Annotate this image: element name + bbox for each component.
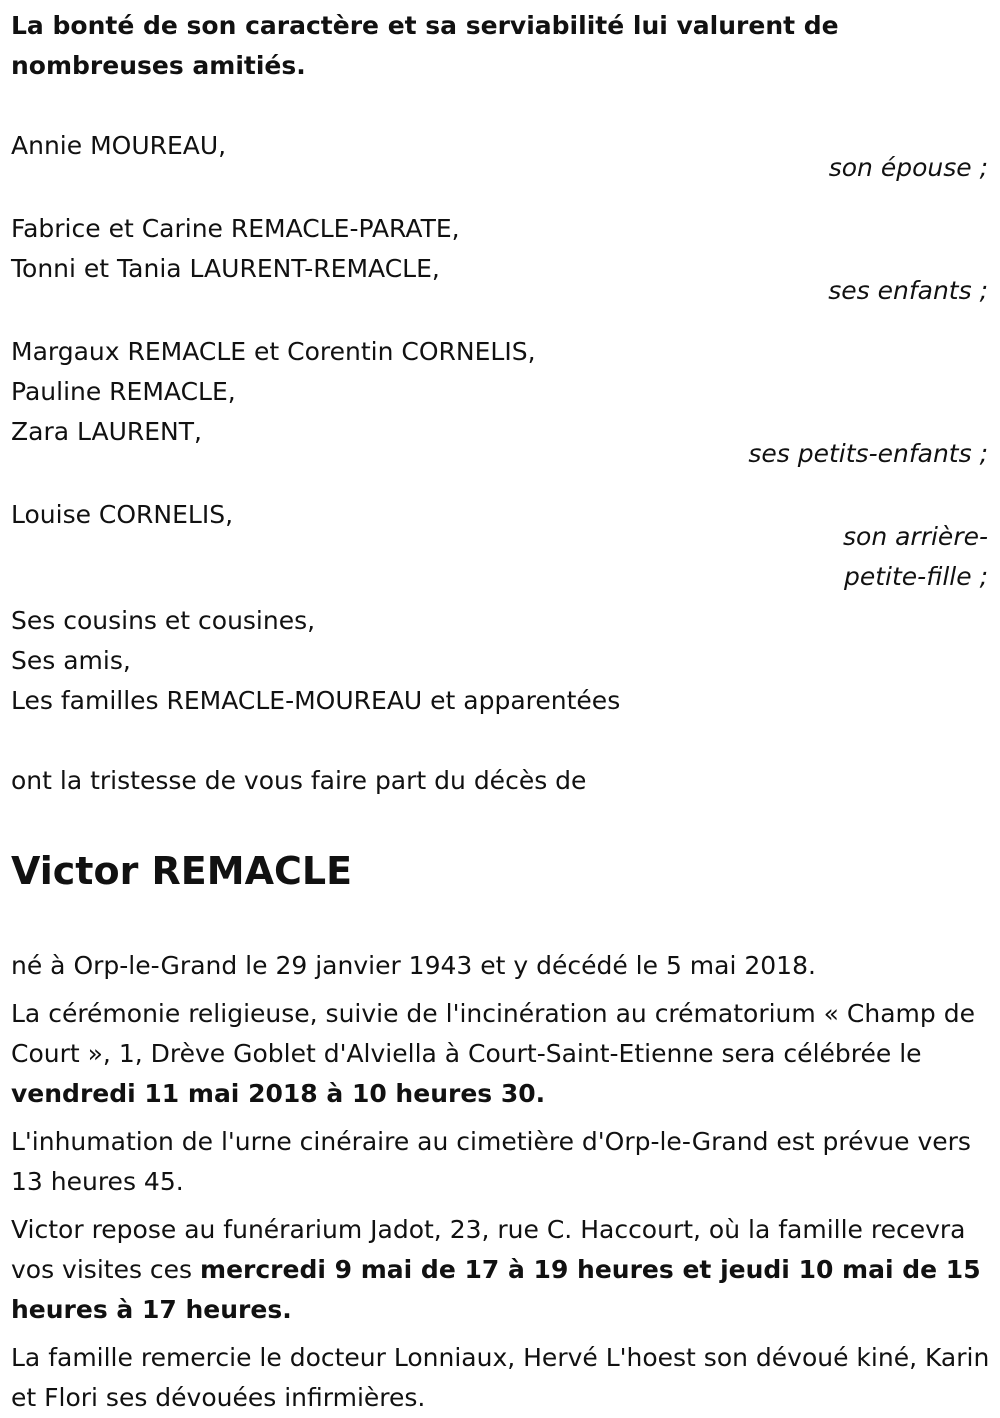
family-name: Pauline REMACLE, — [11, 377, 236, 406]
deceased-name: Victor REMACLE — [11, 849, 353, 893]
relationship-label: son épouse ; — [828, 153, 988, 182]
family-group-grandchildren — [11, 332, 990, 474]
other-mourners — [11, 601, 990, 721]
visitation-times: mercredi 9 mai de 17 à 19 heures et jeudi 10 mai de 15 heures à 17 heures. — [11, 1255, 981, 1324]
family-name: Louise CORNELIS, — [11, 500, 234, 529]
ceremony-text: La cérémonie religieuse, suivie de l'incinération au crématorium « Champ de Court », 1, Drève Goblet d'Alviella à Court-Saint-Etienne sera célébrée le — [11, 999, 975, 1068]
intro-line: nombreuses amitiés. — [11, 51, 306, 80]
family-group-great-grandchild — [11, 495, 990, 597]
mourner-line: Ses cousins et cousines, — [11, 606, 316, 635]
relationship-label: petite-fille ; — [844, 562, 988, 591]
ceremony-date: vendredi 11 mai 2018 à 10 heures 30. — [11, 1079, 546, 1108]
birth-death-paragraph: né à Orp-le-Grand le 29 janvier 1943 et y décédé le 5 mai 2018. — [11, 951, 816, 980]
burial-paragraph: L'inhumation de l'urne cinéraire au cimetière d'Orp-le-Grand est prévue vers 13 heures 45. — [11, 1127, 971, 1196]
family-name: Fabrice et Carine REMACLE-PARATE, — [11, 214, 460, 243]
visitation-paragraph — [11, 1210, 990, 1330]
thanks-paragraph: La famille remercie le docteur Lonniaux, Hervé L'hoest son dévoué kiné, Karin et Flori ses dévouées infirmières. — [11, 1343, 990, 1412]
family-name: Margaux REMACLE et Corentin CORNELIS, — [11, 337, 536, 366]
family-group-spouse — [11, 126, 990, 188]
family-name: Zara LAURENT, — [11, 417, 202, 446]
intro-text — [11, 6, 990, 86]
relationship-label: ses enfants ; — [828, 276, 988, 305]
announcement-text: ont la tristesse de vous faire part du décès de — [11, 766, 587, 795]
relationship-label: ses petits-enfants ; — [748, 439, 988, 468]
visitation-text: Victor repose au funérarium Jadot, 23, rue C. Haccourt, où la famille recevra vos visites ces — [11, 1215, 966, 1284]
ceremony-paragraph — [11, 994, 990, 1114]
mourner-line: Ses amis, — [11, 646, 131, 675]
relationship-label: son arrière- — [843, 522, 988, 551]
family-name: Tonni et Tania LAURENT-REMACLE, — [11, 254, 440, 283]
intro-line: La bonté de son caractère et sa serviabilité lui valurent de — [11, 11, 839, 40]
family-group-children — [11, 209, 990, 311]
family-name: Annie MOUREAU, — [11, 131, 227, 160]
mourner-line: Les familles REMACLE-MOUREAU et apparentées — [11, 686, 621, 715]
